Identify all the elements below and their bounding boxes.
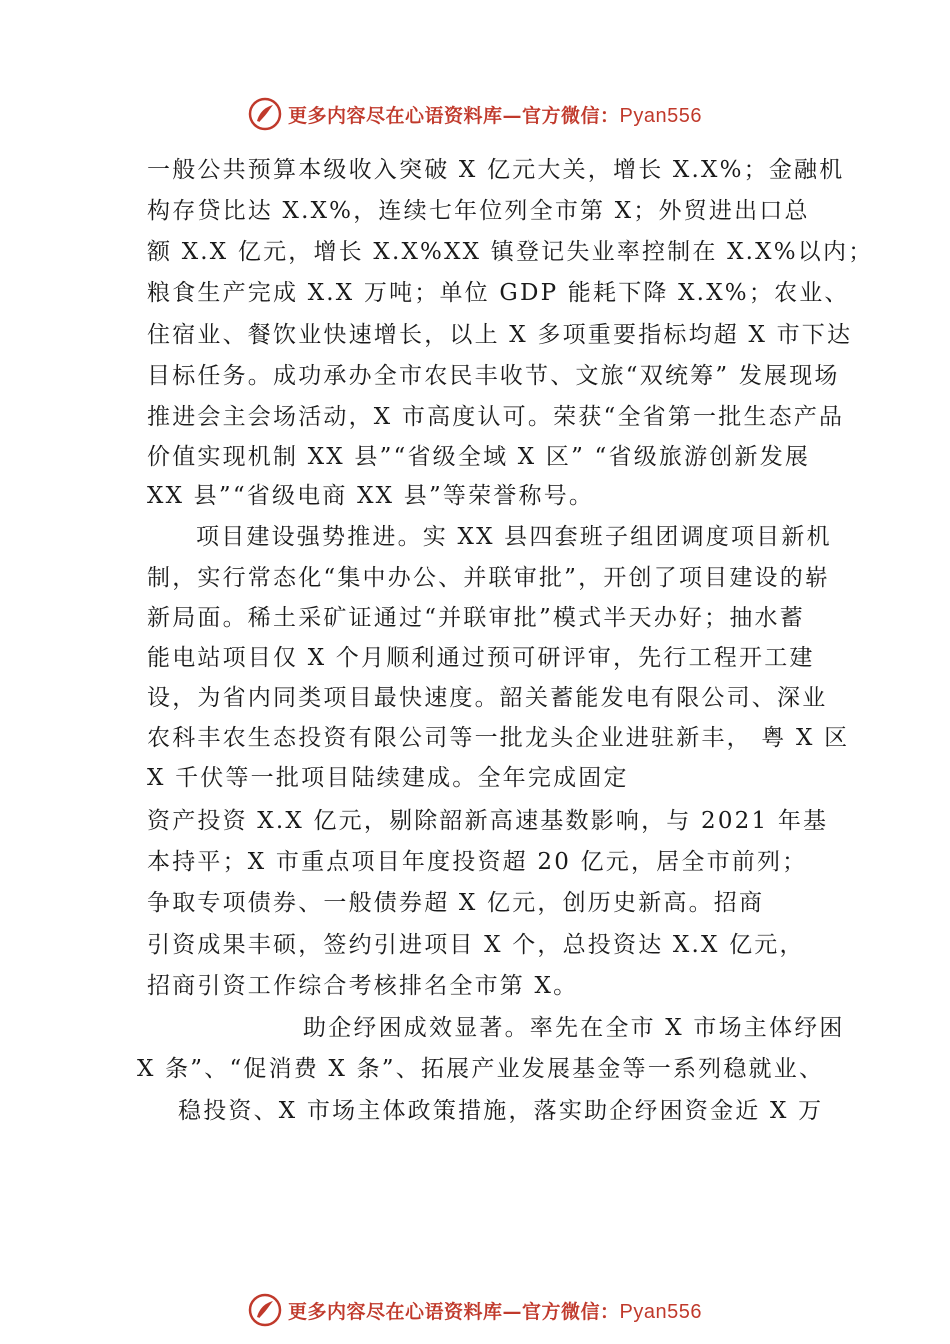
text-line: XX 县”“省级电商 XX 县”等荣誉称号。 — [147, 483, 595, 509]
text-line: 粮食生产完成 X.X 万吨；单位 GDP 能耗下降 X.X%；农业、 — [147, 280, 850, 306]
text-line: 招商引资工作综合考核排名全市第 X。 — [147, 973, 579, 999]
watermark-cn: 更多内容尽在心语资料库—官方微信： — [288, 1300, 620, 1323]
watermark-brand: Pyan556 — [619, 1300, 702, 1323]
text-line: 争取专项债券、一般债券超 X 亿元，创历史新高。招商 — [147, 890, 765, 916]
watermark-text — [288, 1297, 702, 1324]
text-line: 农科丰农生态投资有限公司等一批龙头企业进驻新丰， 粤 X 区 — [147, 725, 850, 751]
paragraph-heading: 助企纾困成效显著。率先在全市 X 市场主体纾困 — [303, 1015, 845, 1041]
logo-icon — [248, 1293, 282, 1327]
text-line: 本持平；X 市重点项目年度投资超 20 亿元，居全市前列； — [147, 849, 808, 875]
text-line: 引资成果丰硕，签约引进项目 X 个，总投资达 X.X 亿元， — [147, 932, 805, 958]
text-line: 构存贷比达 X.X%，连续七年位列全市第 X；外贸进出口总 — [147, 198, 810, 224]
text-line: 一般公共预算本级收入突破 X 亿元大关，增长 X.X%；金融机 — [147, 157, 845, 183]
text-line: 新局面。稀土采矿证通过“并联审批”模式半天办好；抽水蓄 — [147, 605, 805, 631]
text-line: X 条”、“促消费 X 条”、拓展产业发展基金等一系列稳就业、 — [137, 1056, 825, 1082]
text-line: 资产投资 X.X 亿元，剔除韶新高速基数影响，与 2021 年基 — [147, 808, 829, 834]
text-line: 推进会主会场活动，X 市高度认可。荣获“全省第一批生态产品 — [147, 404, 845, 430]
text-line: 能电站项目仅 X 个月顺利通过预可研评审，先行工程开工建 — [147, 645, 815, 671]
text-line: 目标任务。成功承办全市农民丰收节、文旅“双统筹” 发展现场 — [147, 363, 840, 389]
text-line: X 千伏等一批项目陆续建成。全年完成固定 — [147, 765, 629, 791]
text-line: 制，实行常态化“集中办公、并联审批”，开创了项目建设的崭 — [147, 565, 831, 591]
paragraph-heading: 项目建设强势推进。实 XX 县四套班子组团调度项目新机 — [196, 524, 832, 550]
watermark-banner-bottom — [0, 1290, 950, 1330]
watermark-brand: Pyan556 — [619, 104, 702, 127]
text-line: 额 X.X 亿元，增长 X.X%XX 镇登记失业率控制在 X.X%以内； — [147, 239, 874, 265]
text-line: 住宿业、餐饮业快速增长，以上 X 多项重要指标均超 X 市下达 — [147, 322, 853, 348]
text-line: 稳投资、X 市场主体政策措施，落实助企纾困资金近 X 万 — [178, 1098, 824, 1124]
text-line: 设，为省内同类项目最快速度。韶关蓄能发电有限公司、深业 — [147, 685, 828, 711]
text-line: 价值实现机制 XX 县”“省级全域 X 区” “省级旅游创新发展 — [147, 444, 811, 470]
watermark-cn: 更多内容尽在心语资料库—官方微信： — [288, 104, 620, 127]
